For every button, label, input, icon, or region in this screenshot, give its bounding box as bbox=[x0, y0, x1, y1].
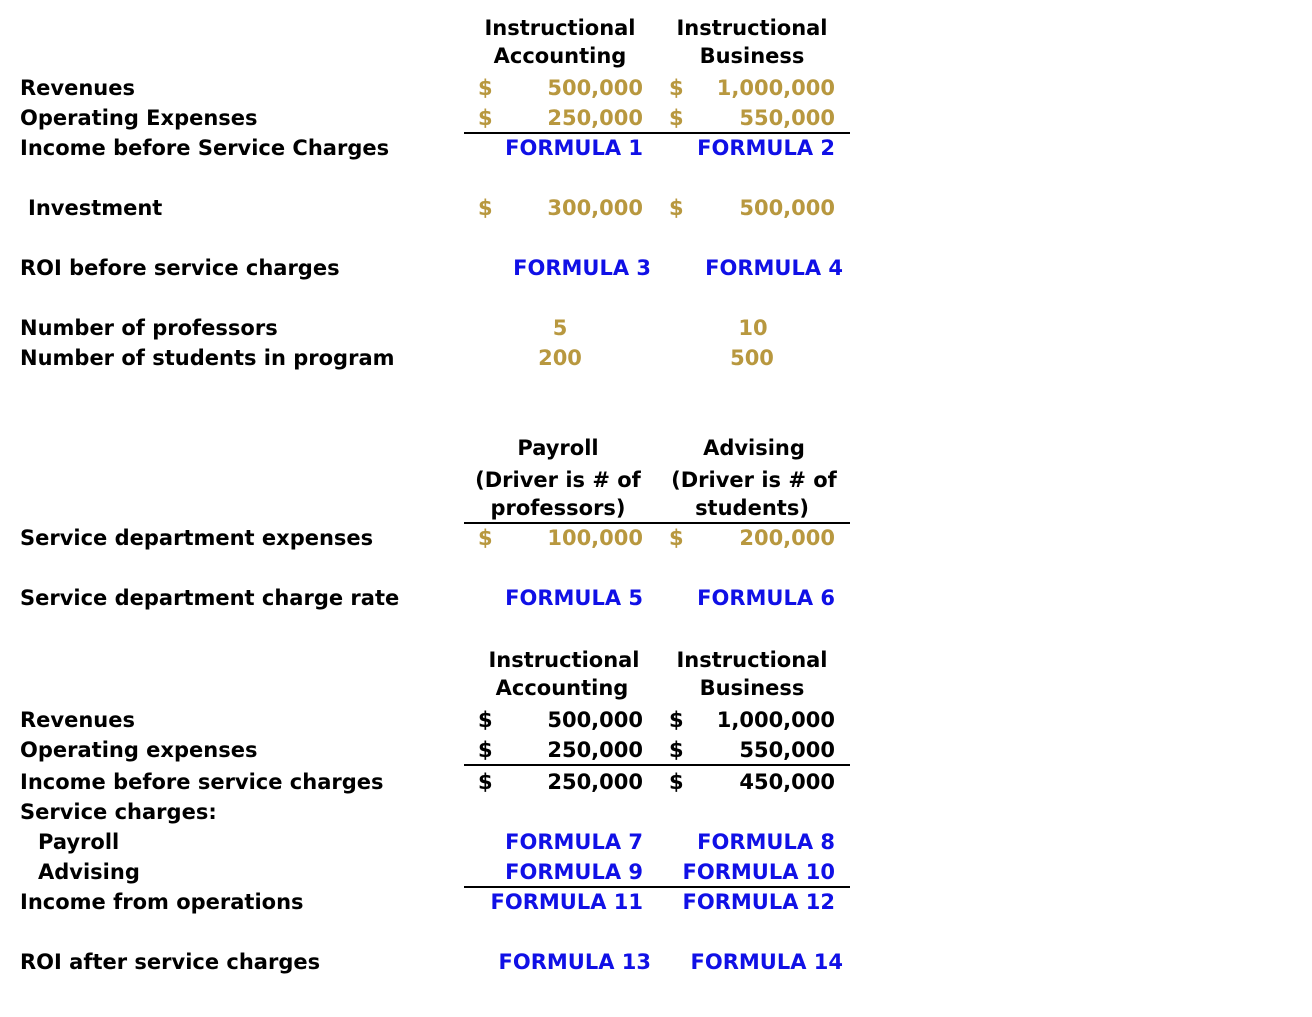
row-label-income-before-charges: Income before service charges bbox=[20, 770, 384, 794]
formula-cell: FORMULA 1 bbox=[505, 136, 643, 160]
row-label-service-charges: Service charges: bbox=[20, 800, 217, 824]
header-line: Business bbox=[699, 676, 805, 700]
cell-value: 10 bbox=[738, 316, 768, 340]
cell-value: 250,000 bbox=[547, 770, 643, 794]
cell-value: 250,000 bbox=[547, 738, 643, 762]
currency-symbol: $ bbox=[478, 738, 493, 762]
formula-cell: FORMULA 4 bbox=[705, 256, 843, 280]
header-line: professors) bbox=[490, 496, 626, 520]
currency-symbol: $ bbox=[478, 76, 493, 100]
currency-symbol: $ bbox=[669, 76, 684, 100]
header-line: Instructional bbox=[676, 16, 828, 40]
currency-symbol: $ bbox=[478, 106, 493, 130]
row-label-operating-expenses: Operating Expenses bbox=[20, 106, 258, 130]
row-label-charge-rate: Service department charge rate bbox=[20, 586, 400, 610]
cell-value: 500,000 bbox=[739, 196, 835, 220]
currency-symbol: $ bbox=[669, 526, 684, 550]
row-label-roi-after: ROI after service charges bbox=[20, 950, 321, 974]
row-label-payroll: Payroll bbox=[38, 830, 120, 854]
header-line: Instructional bbox=[484, 16, 636, 40]
formula-cell: FORMULA 5 bbox=[505, 586, 643, 610]
header-line: Business bbox=[699, 44, 805, 68]
row-label-operating-expenses: Operating expenses bbox=[20, 738, 258, 762]
formula-cell: FORMULA 2 bbox=[697, 136, 835, 160]
currency-symbol: $ bbox=[669, 770, 684, 794]
currency-symbol: $ bbox=[669, 106, 684, 130]
cell-value: 200 bbox=[538, 346, 582, 370]
header-line: (Driver is # of bbox=[475, 468, 641, 492]
row-label-professors: Number of professors bbox=[20, 316, 278, 340]
row-label-investment: Investment bbox=[28, 196, 163, 220]
cell-value: 100,000 bbox=[547, 526, 643, 550]
cell-value: 550,000 bbox=[739, 738, 835, 762]
cell-value: 200,000 bbox=[739, 526, 835, 550]
row-label-revenues: Revenues bbox=[20, 76, 135, 100]
currency-symbol: $ bbox=[478, 770, 493, 794]
row-label-revenues: Revenues bbox=[20, 708, 135, 732]
formula-cell: FORMULA 6 bbox=[697, 586, 835, 610]
header-line: (Driver is # of bbox=[671, 468, 837, 492]
cell-value: 500,000 bbox=[547, 708, 643, 732]
formula-cell: FORMULA 9 bbox=[505, 860, 643, 884]
cell-value: 450,000 bbox=[739, 770, 835, 794]
currency-symbol: $ bbox=[669, 708, 684, 732]
header-line: Instructional bbox=[488, 648, 640, 672]
header-line: students) bbox=[695, 496, 809, 520]
header-line: Accounting bbox=[493, 44, 627, 68]
formula-cell: FORMULA 3 bbox=[513, 256, 651, 280]
formula-cell: FORMULA 8 bbox=[697, 830, 835, 854]
formula-cell: FORMULA 11 bbox=[490, 890, 643, 914]
row-label-roi-before: ROI before service charges bbox=[20, 256, 340, 280]
formula-cell: FORMULA 13 bbox=[498, 950, 651, 974]
formula-cell: FORMULA 7 bbox=[505, 830, 643, 854]
cell-value: 300,000 bbox=[547, 196, 643, 220]
row-label-income-from-operations: Income from operations bbox=[20, 890, 304, 914]
cell-value: 1,000,000 bbox=[716, 76, 835, 100]
row-label-students: Number of students in program bbox=[20, 346, 395, 370]
row-label-income-before-charges: Income before Service Charges bbox=[20, 136, 390, 160]
cell-value: 250,000 bbox=[547, 106, 643, 130]
formula-cell: FORMULA 14 bbox=[690, 950, 843, 974]
header-line: Advising bbox=[703, 436, 805, 460]
cell-value: 500 bbox=[730, 346, 774, 370]
formula-cell: FORMULA 12 bbox=[682, 890, 835, 914]
row-label-service-expenses: Service department expenses bbox=[20, 526, 374, 550]
cell-value: 1,000,000 bbox=[716, 708, 835, 732]
header-line: Payroll bbox=[517, 436, 599, 460]
currency-symbol: $ bbox=[478, 196, 493, 220]
formula-cell: FORMULA 10 bbox=[682, 860, 835, 884]
cell-value: 500,000 bbox=[547, 76, 643, 100]
currency-symbol: $ bbox=[478, 526, 493, 550]
cell-value: 5 bbox=[552, 316, 568, 340]
currency-symbol: $ bbox=[669, 196, 684, 220]
header-line: Accounting bbox=[495, 676, 629, 700]
header-line: Instructional bbox=[676, 648, 828, 672]
underline-rule bbox=[464, 764, 850, 766]
currency-symbol: $ bbox=[478, 708, 493, 732]
currency-symbol: $ bbox=[669, 738, 684, 762]
cell-value: 550,000 bbox=[739, 106, 835, 130]
row-label-advising: Advising bbox=[38, 860, 140, 884]
